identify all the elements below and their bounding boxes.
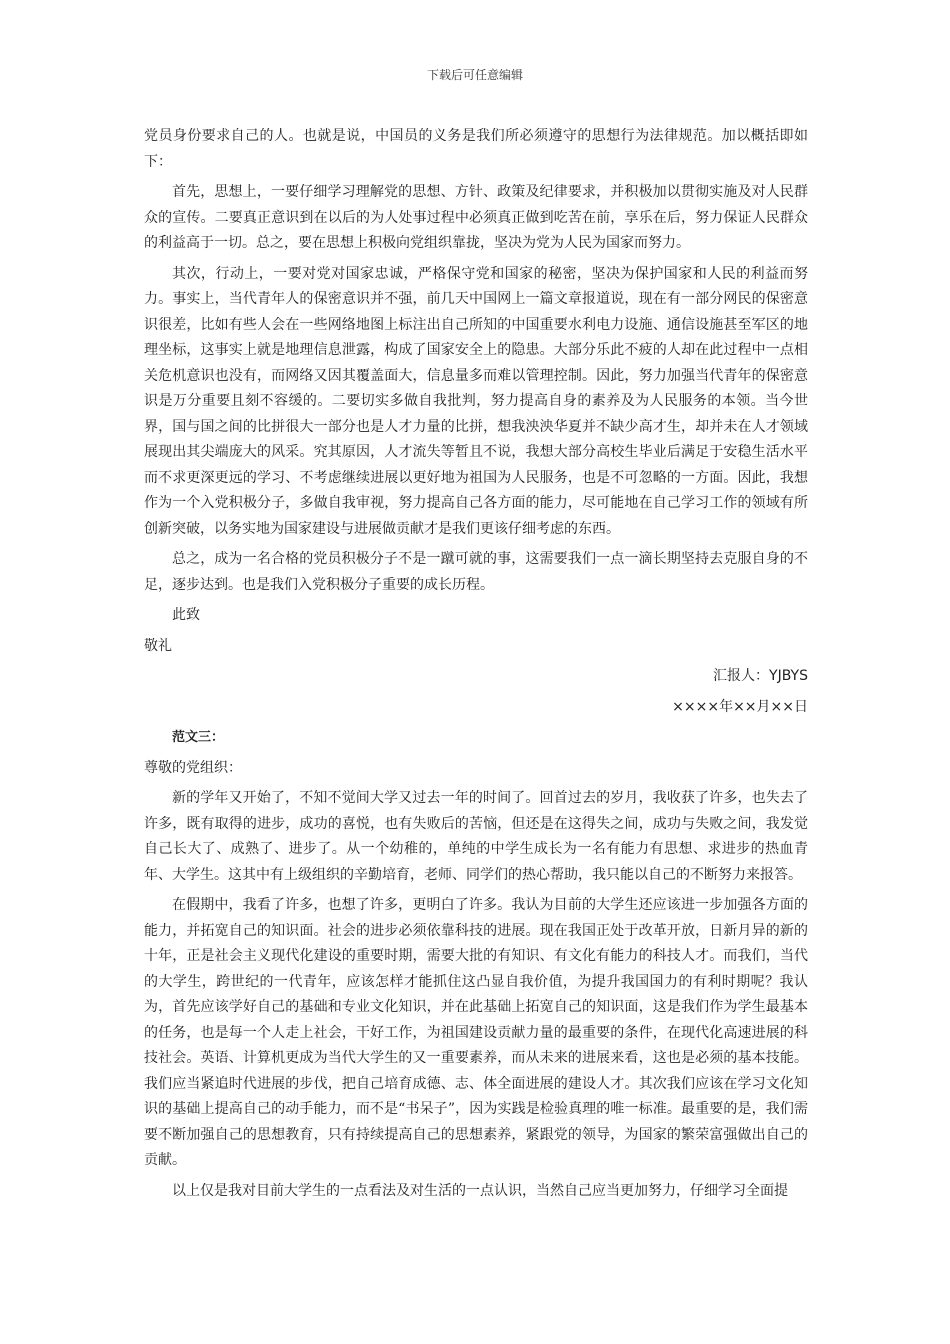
salutation: 尊敬的党组织： [144,759,242,776]
report-date: ××××年××月××日 [672,698,808,715]
document-body [144,124,808,1209]
closing-jingli: 敬礼 [144,637,172,654]
page-header: 下载后可任意编辑 [426,68,523,82]
section-heading: 范文三： [172,730,225,745]
paragraph-7: 以上仅是我对目前大学生的一点看法及对生活的一点认识，当然自己应当更加努力，仔细学习全面提 [172,1182,788,1199]
paragraph-4: 总之，成为一名合格的党员积极分子不是一蹴可就的事，这需要我们一点一滴长期坚持去克服自身的不足，逐步达到。也是我们入党积极分子重要的成长历程。 [144,551,808,593]
paragraph-1: 党员身份要求自己的人。也就是说，中国员的义务是我们所必须遵守的思想行为法律规范。加以概括即如下： [144,128,808,170]
paragraph-6: 在假期中，我看了许多，也想了许多，更明白了许多。我认为目前的大学生还应该进一步加强各方面的能力，并拓宽自己的知识面。社会的进步必须依靠科技的进展。现在我国正处于改革开放，日新月异的新的十年，正是社会主义现代化建设的重要时期，需要大批的有知识、有文化有能力的科技人才。而我们，当代的大学生，跨世纪的一代青年，应该怎样才能抓住这凸显自我价值，为提升我国国力的有利时期呢？我认为，首先应该学好自己的基础和专业文化知识，并在此基础上拓宽自己的知识面，这是我们作为学生最基本的任务，也是每一个人走上社会，干好工作，为祖国建设贡献力量的最重要的条件，在现代化高速进展的科技社会。英语、计算机更成为当代大学生的又一重要素养，而从未来的进展来看，这也是必须的基本技能。我们应当紧追时代进展的步伐，把自己培育成德、志、体全面进展的建设人才。其次我们应该在学习文化知识的基础上提高自己的动手能力，而不是“书呆子”，因为实践是检验真理的唯一标准。最重要的是，我们需要不断加强自己的思想教育，只有持续提高自己的思想素养，紧跟党的领导，为国家的繁荣富强做出自己的贡献。 [144,897,808,1168]
paragraph-3: 其次，行动上，一要对党对国家忠诚，严格保守党和国家的秘密，坚决为保护国家和人民的利益而努力。事实上，当代青年人的保密意识并不强，前几天中国网上一篇文章报道说，现在有一部分网民的保密意识很差，比如有些人会在一些网络地图上标注出自己所知的中国重要水利电力设施、通信设施甚至军区的地理坐标，这事实上就是地理信息泄露，构成了国家安全上的隐患。大部分乐此不疲的人却在此过程中一点相关危机意识也没有，而网络又因其覆盖面大，信息量多而难以管理控制。因此，努力加强当代青年的保密意识是万分重要且刻不容缓的。二要切实多做自我批判，努力提高自身的素养及为人民服务的本领。当今世界，国与国之间的比拼很大一部分也是人才力量的比拼，想我泱泱华夏并不缺少高才生，却并未在人才领域展现出其尖端庞大的风采。究其原因，人才流失等暂且不说，我想大部分高校生毕业后满足于安稳生活水平而不求更深更远的学习、不考虑继续进展以更好地为祖国为人民服务，也是不可忽略的一方面。因此，我想作为一个入党积极分子，多做自我审视，努力提高自己各方面的能力，尽可能地在自己学习工作的领域有所创新突破，以务实地为国家建设与进展做贡献才是我们更该仔细考虑的东西。 [144,265,808,537]
reporter-signature: 汇报人：YJBYS [713,668,808,684]
paragraph-2: 首先，思想上，一要仔细学习理解党的思想、方针、政策及纪律要求，并积极加以贯彻实施及对人民群众的宣传。二要真正意识到在以后的为人处事过程中必须真正做到吃苦在前，享乐在后，努力保证人民群众的利益高于一切。总之，要在思想上积极向党组织靠拢，坚决为党为人民为国家而努力。 [144,184,808,251]
paragraph-5: 新的学年又开始了，不知不觉间大学又过去一年的时间了。回首过去的岁月，我收获了许多，也失去了许多，既有取得的进步，成功的喜悦，也有失败后的苦恼，但还是在这得失之间，成功与失败之间，我发觉自己长大了、成熟了、进步了。从一个幼稚的，单纯的中学生成长为一名有能力有思想、求进步的热血青年、大学生。这其中有上级组织的辛勤培育，老师、同学们的热心帮助，我只能以自己的不断努力来报答。 [144,790,808,883]
closing-cizhi: 此致 [172,607,200,623]
